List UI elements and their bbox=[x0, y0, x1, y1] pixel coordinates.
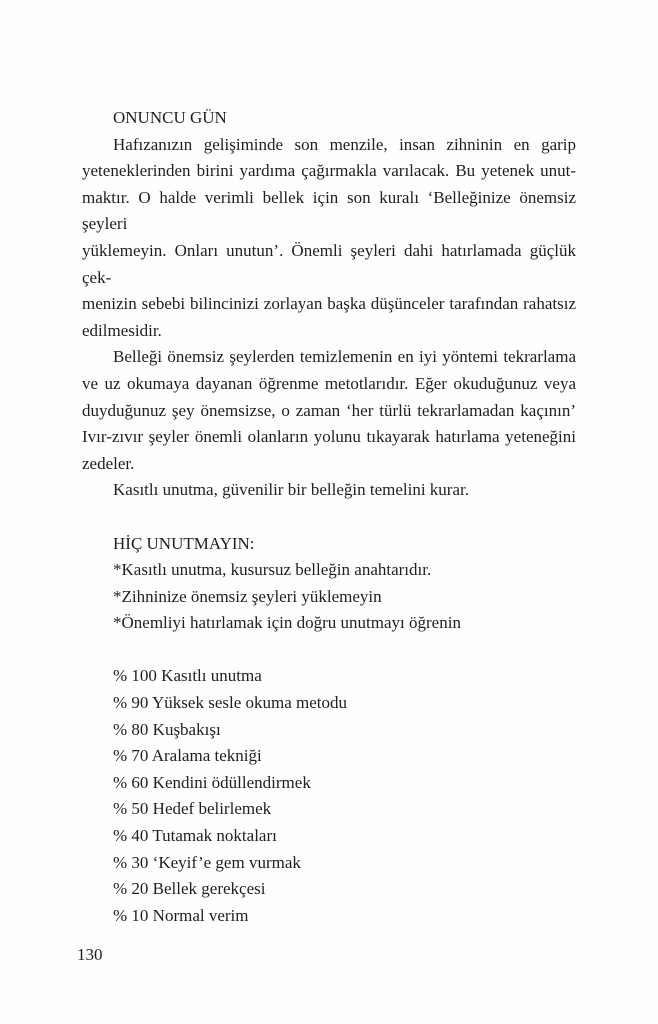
paragraph-cleaning-memory bbox=[82, 344, 576, 477]
percent-list-item: % 60 Kendini ödüllendirmek bbox=[113, 772, 311, 792]
percent-list-item: % 90 Yüksek sesle okuma metodu bbox=[113, 693, 348, 713]
paragraph-line: duyduğunuz şey önemsizse, o zaman ‘her türlü tekrarlamadan kaçının’ bbox=[82, 400, 576, 420]
paragraph-line: edilmesidir. bbox=[82, 320, 162, 340]
bullet-line: *Önemliyi hatırlamak için doğru unutmayı öğrenin bbox=[113, 613, 461, 633]
bullet-line: *Kasıtlı unutma, kusursuz belleğin anahtarıdır. bbox=[113, 560, 432, 580]
paragraph-line: menizin sebebi bilincinizi zorlayan başka düşünceler tarafından rahatsız bbox=[82, 294, 576, 314]
paragraph-line: Belleği önemsiz şeylerden temizlemenin en iyi yöntemi tekrarlama bbox=[113, 347, 576, 367]
paragraph-line: yüklemeyin. Onları unutun’. Önemli şeyleri dahi hatırlamada güçlük çek- bbox=[82, 240, 576, 287]
percent-list-item: % 80 Kuşbakışı bbox=[113, 719, 221, 739]
paragraph-line: zedeler. bbox=[82, 453, 135, 473]
percent-list-item: % 40 Tutamak noktaları bbox=[113, 826, 277, 846]
text-block bbox=[82, 105, 576, 929]
paragraph-memory-rule bbox=[82, 132, 576, 345]
paragraph-line: Ivır-zıvır şeyler önemli olanların yolunu tıkayarak hatırlama yeteneğini bbox=[82, 427, 576, 447]
paragraph-line: ve uz okumaya dayanan öğrenme metotlarıdır. Eğer okuduğunuz veya bbox=[82, 373, 576, 393]
percent-list-item: % 30 ‘Keyif’e gem vurmak bbox=[113, 852, 301, 872]
percent-list-item: % 10 Normal verim bbox=[113, 905, 249, 925]
list-header: HİÇ UNUTMAYIN: bbox=[113, 533, 255, 553]
page-number: 130 bbox=[77, 945, 103, 964]
closing-sentence: Kasıtlı unutma, güvenilir bir belleğin temelini kurar. bbox=[113, 480, 469, 500]
paragraph-line: maktır. O halde verimli bellek için son kuralı ‘Belleğinize önemsiz şeyleri bbox=[82, 187, 576, 234]
bullet-line: *Zihninize önemsiz şeyleri yüklemeyin bbox=[113, 586, 382, 606]
blank-line bbox=[82, 504, 576, 531]
percent-list-item: % 50 Hedef belirlemek bbox=[113, 799, 272, 819]
blank-line bbox=[82, 637, 576, 664]
section-heading: ONUNCU GÜN bbox=[113, 108, 227, 127]
percent-list-item: % 100 Kasıtlı unutma bbox=[113, 666, 262, 686]
paragraph-line: yeteneklerinden birini yardıma çağırmakla varılacak. Bu yetenek unut- bbox=[82, 161, 576, 181]
percent-list-item: % 70 Aralama tekniği bbox=[113, 746, 262, 766]
paragraph-line: Hafızanızın gelişiminde son menzile, insan zihninin en garip bbox=[113, 134, 576, 154]
percent-list-item: % 20 Bellek gerekçesi bbox=[113, 879, 266, 899]
